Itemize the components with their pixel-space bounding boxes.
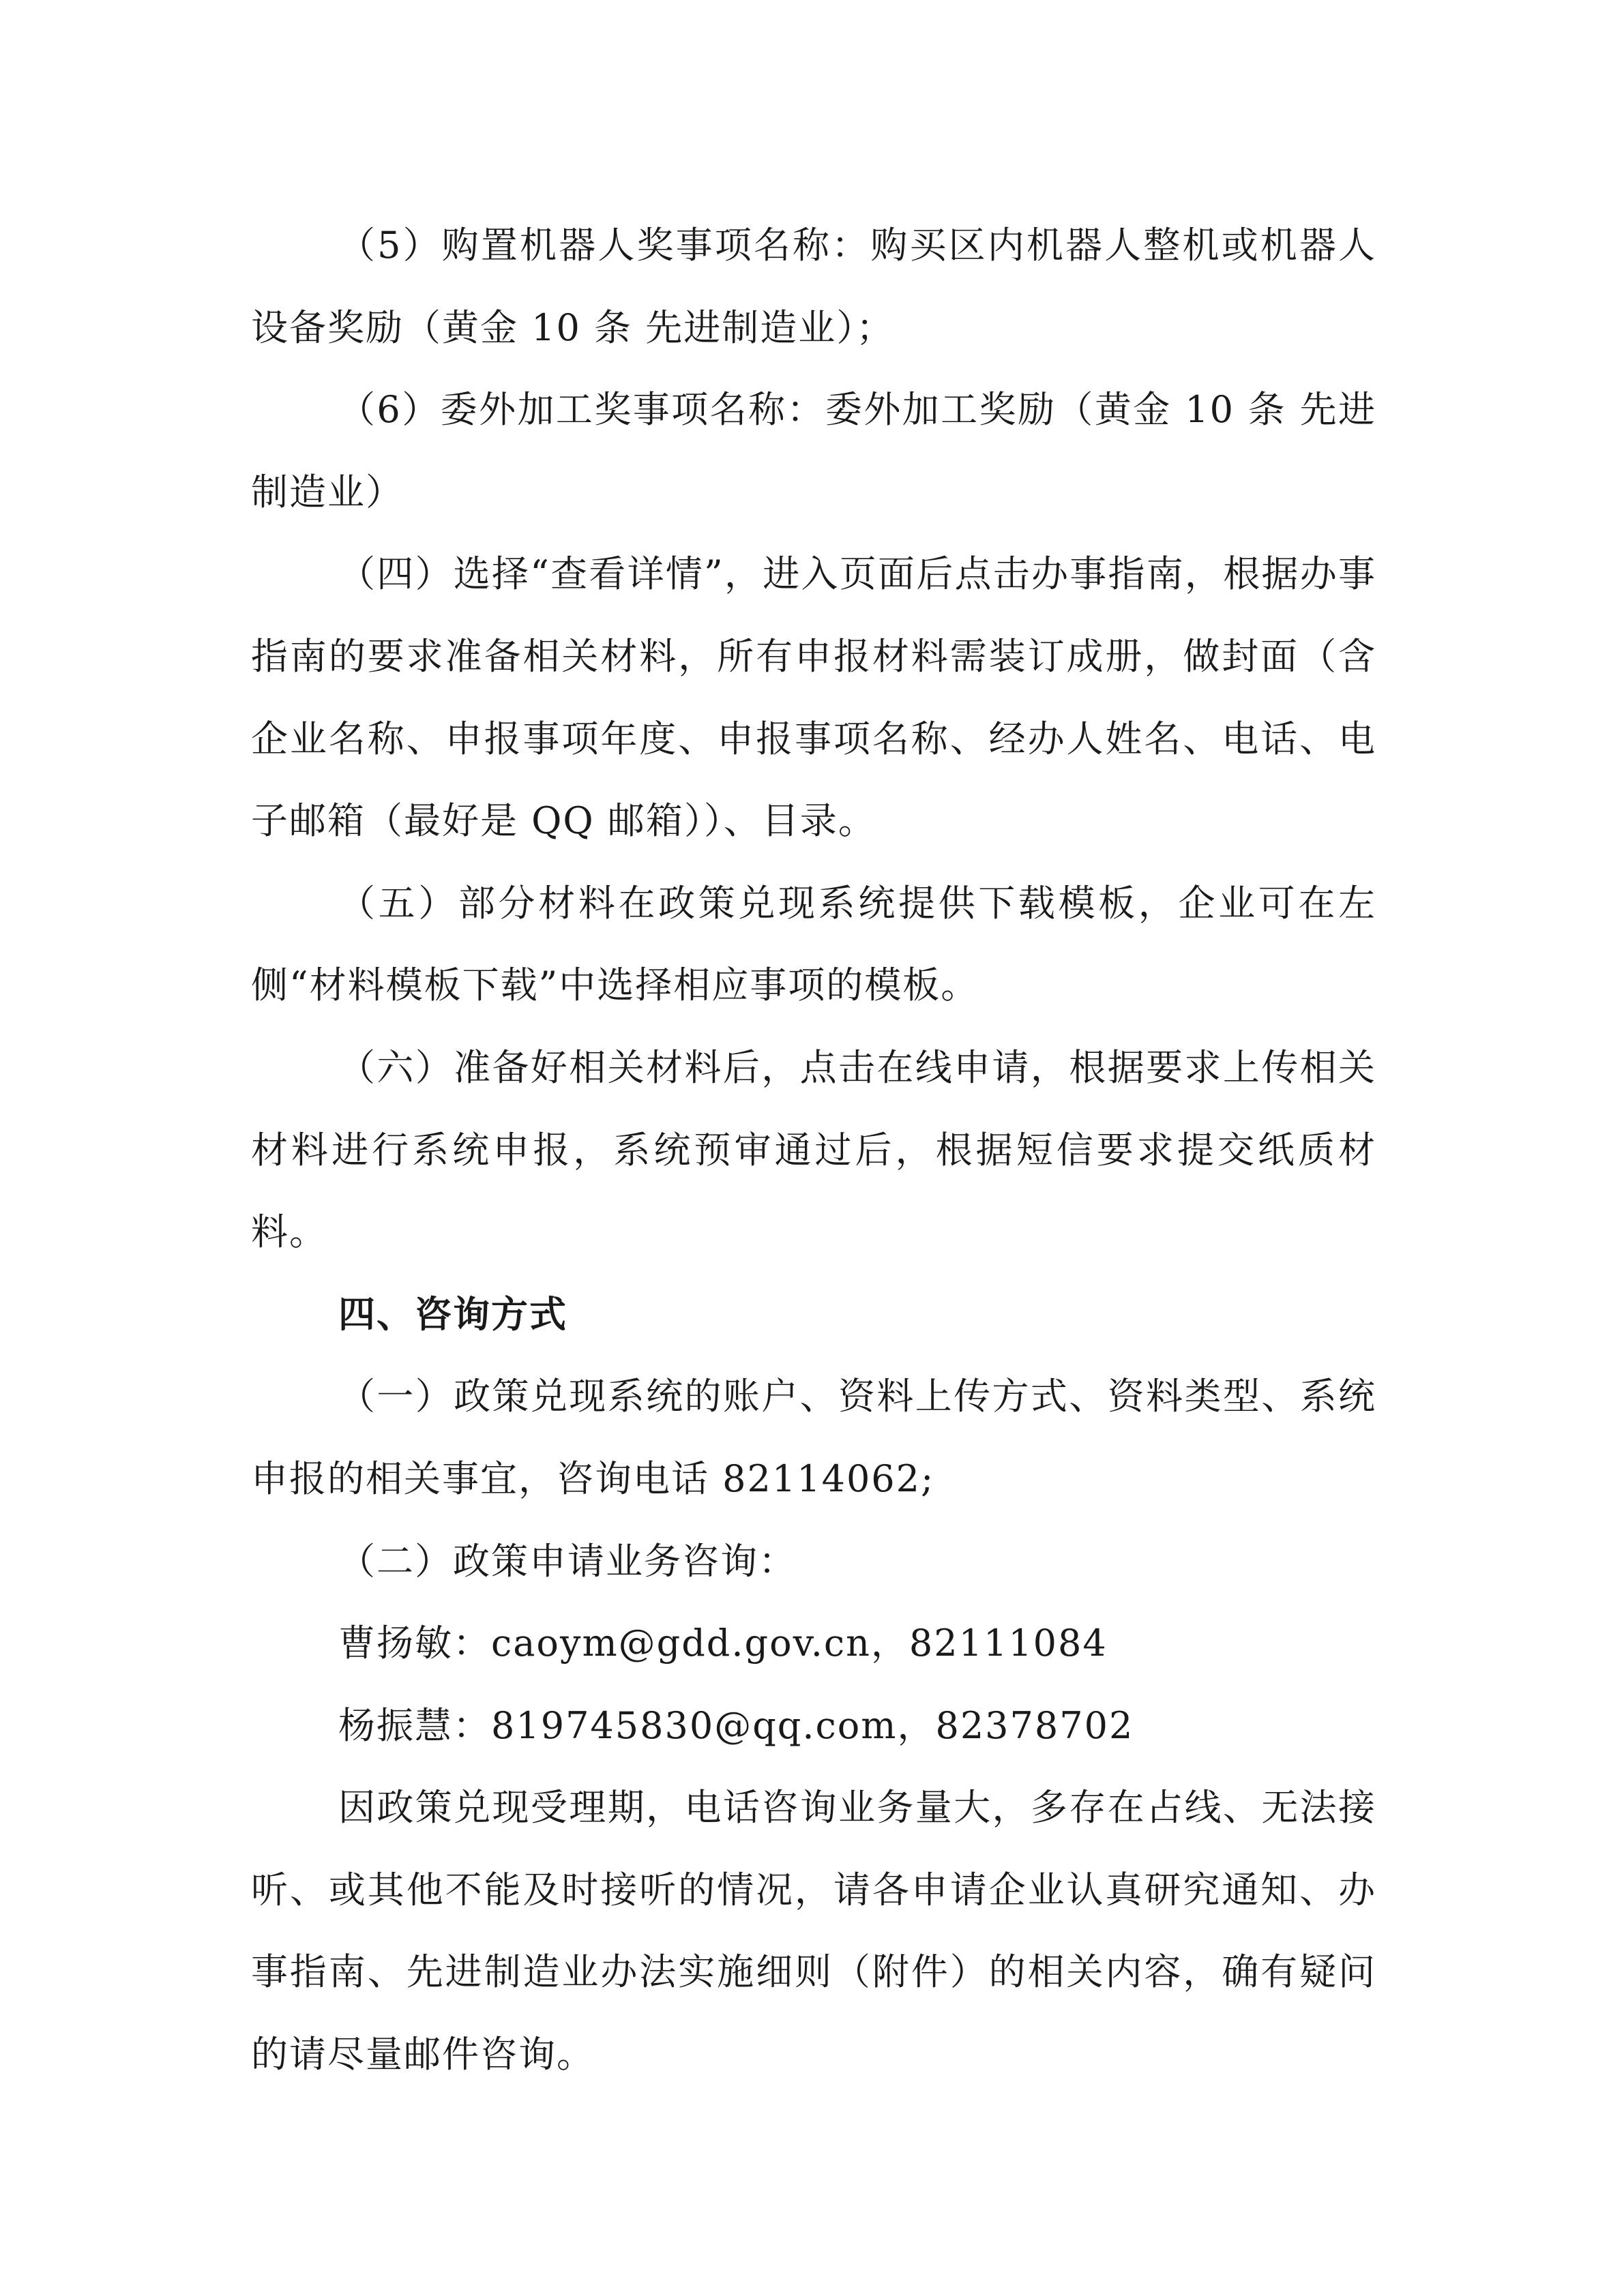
paragraph-item-6: （6）委外加工奖事项名称：委外加工奖励（黄金 10 条 先进制造业） <box>251 388 1376 513</box>
paragraph-step-6: （六）准备好相关材料后，点击在线申请，根据要求上传相关材料进行系统申报，系统预审通过后，根据短信要求提交纸质材料。 <box>251 1045 1376 1254</box>
consult-note: 因政策兑现受理期，电话咨询业务量大，多存在占线、无法接听、或其他不能及时接听的情况，请各申请企业认真研究通知、办事指南、先进制造业办法实施细则（附件）的相关内容，确有疑问的请尽量邮件咨询。 <box>251 1786 1376 2076</box>
paragraph-step-5: （五）部分材料在政策兑现系统提供下载模板，企业可在左侧“材料模板下载”中选择相应事项的模板。 <box>251 881 1376 1007</box>
paragraph-step-4: （四）选择“查看详情”，进入页面后点击办事指南，根据办事指南的要求准备相关材料，所有申报材料需装订成册，做封面（含企业名称、申报事项年度、申报事项名称、经办人姓名、电话、电子邮箱（最好是 QQ 邮箱））、目录。 <box>251 552 1376 843</box>
contact-line-1: 曹扬敏：caoym@gdd.gov.cn，82111084 <box>338 1622 1108 1665</box>
consult-item-1: （一）政策兑现系统的账户、资料上传方式、资料类型、系统申报的相关事宜，咨询电话 82114062; <box>251 1375 1376 1500</box>
contact-line-2: 杨振慧：819745830@qq.com，82378702 <box>338 1703 1134 1747</box>
document-body <box>251 205 1376 2096</box>
consult-item-2: （二）政策申请业务咨询： <box>338 1539 797 1583</box>
paragraph-item-5: （5）购置机器人奖事项名称：购买区内机器人整机或机器人设备奖励（黄金 10 条 先进制造业）； <box>251 224 1376 349</box>
section-heading: 四、咨询方式 <box>338 1292 567 1336</box>
